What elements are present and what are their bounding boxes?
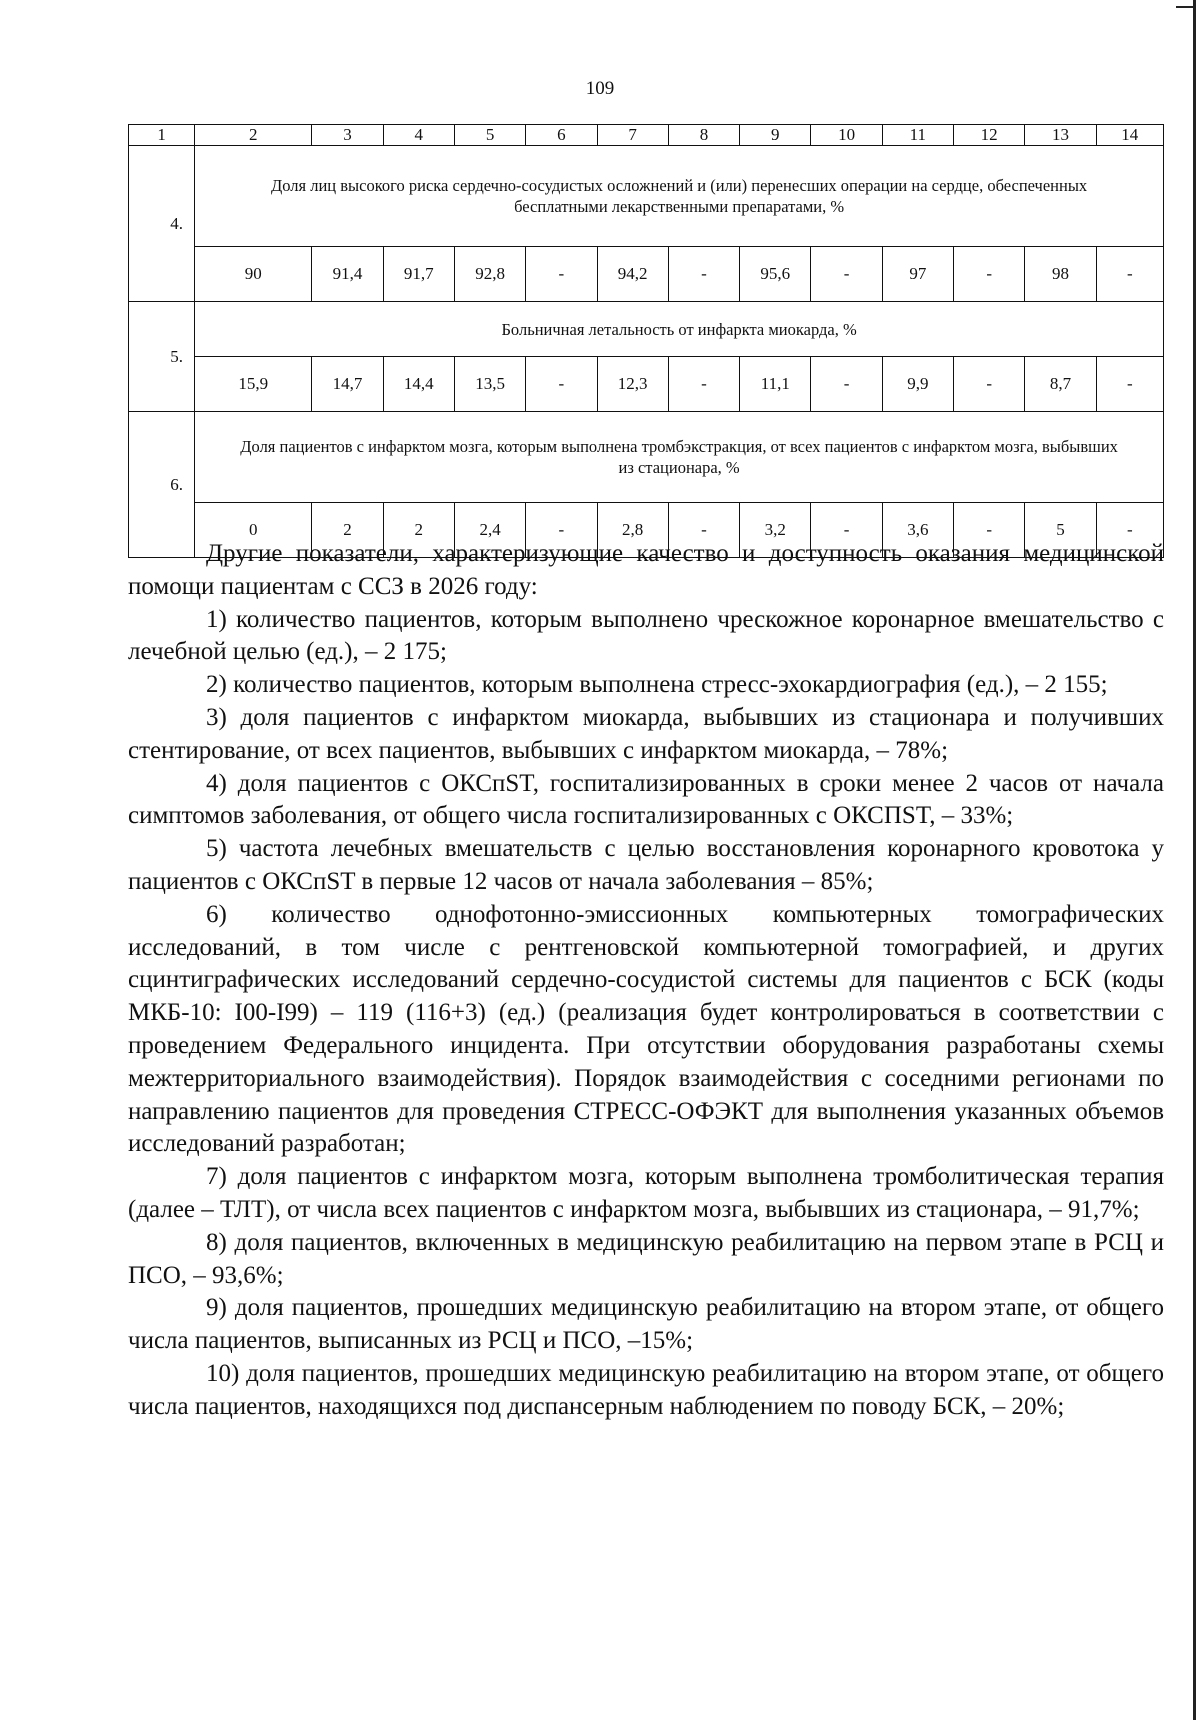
table-cell: 8,7 <box>1025 357 1096 412</box>
list-item: 9) доля пациентов, прошедших медицинскую реабилитацию на втором этапе, от общего числа пациентов, выписанных из РСЦ и ПСО, –15%; <box>128 1294 1164 1355</box>
column-header: 9 <box>740 125 811 146</box>
column-header: 8 <box>668 125 739 146</box>
table-cell: 14,4 <box>383 357 454 412</box>
table-cell: 92,8 <box>454 247 525 302</box>
table-cell: 15,9 <box>195 357 312 412</box>
table-cell: 12,3 <box>597 357 668 412</box>
table-cell: 0 <box>195 503 312 558</box>
table-cell: 97 <box>882 247 953 302</box>
table-cell: 2,4 <box>454 503 525 558</box>
list-item: 7) доля пациентов с инфарктом мозга, которым выполнена тромболитическая терапия (далее – ТЛТ), от числа всех пациентов с инфарктом мозга, выбывших из стационара, – 91,7%; <box>128 1163 1164 1223</box>
column-header: 11 <box>882 125 953 146</box>
table-values-row <box>129 357 1164 412</box>
intro-paragraph: Другие показатели, характеризующие качество и доступность оказания медицинской помощи пациентам с ССЗ в 2026 году: <box>128 540 1164 600</box>
scan-edge-line <box>1193 0 1196 1720</box>
table-cell: - <box>1096 247 1163 302</box>
list-item: 1) количество пациентов, которым выполнено чрескожное коронарное вмешательство с лечебной целью (ед.), – 2 175; <box>128 605 1164 666</box>
page-number: 109 <box>585 78 615 99</box>
table-cell: - <box>811 357 882 412</box>
table-cell: 3,2 <box>740 503 811 558</box>
table-cell: 9,9 <box>882 357 953 412</box>
column-header: 4 <box>383 125 454 146</box>
table-values-row <box>129 247 1164 302</box>
column-header: 7 <box>597 125 668 146</box>
section-title: Доля лиц высокого риска сердечно-сосудистых осложнений и (или) перенесших операции на сердце, обеспеченных бесплатными лекарственными препаратами, % <box>195 146 1164 247</box>
table-cell: - <box>811 503 882 558</box>
table-cell: 2 <box>312 503 383 558</box>
table-cell: 2,8 <box>597 503 668 558</box>
table-cell: - <box>668 247 739 302</box>
table-cell: - <box>954 503 1025 558</box>
section-title: Больничная летальность от инфаркта миокарда, % <box>195 302 1164 357</box>
table-cell: - <box>526 357 597 412</box>
table-cell: 91,4 <box>312 247 383 302</box>
table-cell: - <box>668 503 739 558</box>
section-title: Доля пациентов с инфарктом мозга, которым выполнена тромбэкстракция, от всех пациентов с инфарктом мозга, выбывших из стационара, % <box>195 412 1164 503</box>
table-cell: 13,5 <box>454 357 525 412</box>
table-cell: - <box>811 247 882 302</box>
indicators-table <box>128 124 1164 558</box>
list-item: 6) количество однофотонно-эмиссионных компьютерных томографических исследований, в том числе с рентгеновской компьютерной томографией, и других сцинтиграфических исследований сердечно-сосудистой системы для пациентов с БСК (коды МКБ-10: I00-I99) – 119 (116+3) (ед.) (реализация будет контролироваться в соответствии с проведением Федерального инцидента. При отсутствии оборудования разработаны схемы межтерриториального взаимодействия). Порядок взаимодействия с соседними регионами по направлению пациентов для проведения СТРЕСС-ОФЭКТ для выполнения указанных объемов исследований разработан; <box>128 900 1164 1158</box>
table-cell: - <box>668 357 739 412</box>
list-item: 5) частота лечебных вмешательств с целью восстановления коронарного кровотока у пациентов с ОКСпST в первые 12 часов от начала заболевания – 85%; <box>128 835 1164 895</box>
table-cell: 3,6 <box>882 503 953 558</box>
table-cell: - <box>526 247 597 302</box>
table-section-title-row <box>129 146 1164 247</box>
table-cell: 5 <box>1025 503 1096 558</box>
scan-edge-tick <box>1176 6 1196 8</box>
table-section-title-row <box>129 412 1164 503</box>
table-cell: - <box>1096 503 1163 558</box>
table-cell: - <box>526 503 597 558</box>
section-number: 6. <box>129 412 195 558</box>
body-text <box>128 538 1164 1424</box>
table-cell: 91,7 <box>383 247 454 302</box>
table-section-title-row <box>129 302 1164 357</box>
column-header: 3 <box>312 125 383 146</box>
column-header: 2 <box>195 125 312 146</box>
table-cell: 2 <box>383 503 454 558</box>
table-cell: 94,2 <box>597 247 668 302</box>
column-header: 5 <box>454 125 525 146</box>
list-item: 3) доля пациентов с инфарктом миокарда, выбывших из стационара и получивших стентирование, от всех пациентов, выбывших с инфарктом миокарда, – 78%; <box>128 703 1164 764</box>
table-header-row <box>129 125 1164 146</box>
section-number: 5. <box>129 302 195 412</box>
column-header: 12 <box>954 125 1025 146</box>
list-item: 4) доля пациентов с ОКСпST, госпитализированных в сроки менее 2 часов от начала симптомов заболевания, от общего числа госпитализированных с ОКСПST, – 33%; <box>128 769 1164 830</box>
section-number: 4. <box>129 146 195 302</box>
table-cell: 95,6 <box>740 247 811 302</box>
table-cell: 98 <box>1025 247 1096 302</box>
column-header: 13 <box>1025 125 1096 146</box>
list-item: 10) доля пациентов, прошедших медицинскую реабилитацию на втором этапе, от общего числа пациентов, находящихся под диспансерным наблюдением по поводу БСК, – 20%; <box>128 1359 1164 1420</box>
table-cell: - <box>1096 357 1163 412</box>
table-cell: - <box>954 247 1025 302</box>
list-item: 8) доля пациентов, включенных в медицинскую реабилитацию на первом этапе в РСЦ и ПСО, – 93,6%; <box>128 1228 1164 1289</box>
list-item: 2) количество пациентов, которым выполнена стресс-эхокардиография (ед.), – 2 155; <box>206 671 1108 699</box>
column-header: 14 <box>1096 125 1163 146</box>
table-cell: - <box>954 357 1025 412</box>
table-cell: 11,1 <box>740 357 811 412</box>
column-header: 6 <box>526 125 597 146</box>
column-header: 1 <box>129 125 195 146</box>
table-cell: 14,7 <box>312 357 383 412</box>
table-cell: 90 <box>195 247 312 302</box>
column-header: 10 <box>811 125 882 146</box>
